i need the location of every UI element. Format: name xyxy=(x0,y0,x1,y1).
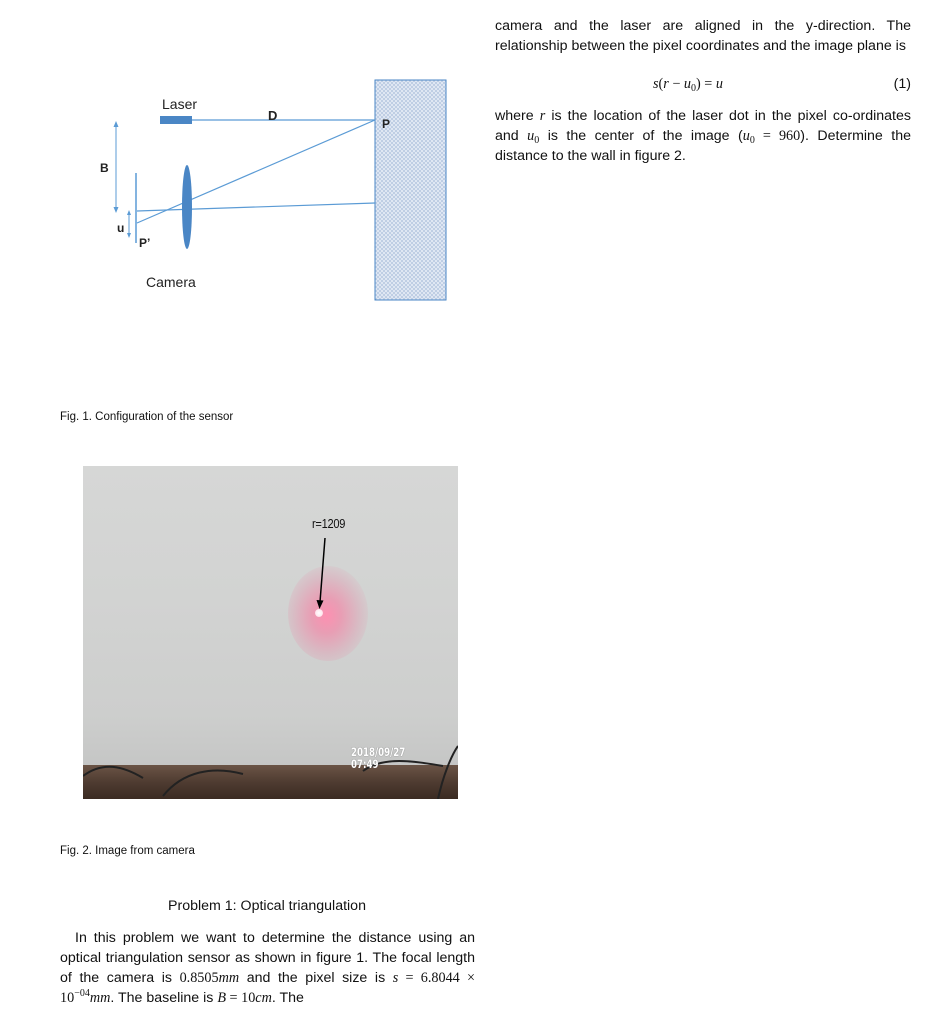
label-camera: Camera xyxy=(146,274,196,290)
equation-number: (1) xyxy=(893,76,911,92)
wall xyxy=(375,80,446,300)
problem-title: Problem 1: Optical triangulation xyxy=(168,898,366,914)
annotation-r-value: r=1209 xyxy=(312,516,346,531)
right-column-explanation: where r is the location of the laser dot in the pixel co-ordinates and $u_0$ is the center of the image $(u_0 = 960)$. Determine the distance to the wall in figure 2. xyxy=(495,108,911,164)
photo-timestamp xyxy=(351,746,405,770)
figure-1-caption: Fig. 1. Configuration of the sensor xyxy=(60,411,234,423)
laser-body xyxy=(160,116,192,124)
figure-2-caption: Fig. 2. Image from camera xyxy=(60,845,195,857)
label-B: B xyxy=(100,161,109,175)
label-P: P xyxy=(382,117,391,131)
label-laser: Laser xyxy=(162,96,198,112)
label-p-prime: P’ xyxy=(139,236,151,250)
camera-photo xyxy=(83,466,458,799)
timestamp-date: 2018/09/27 xyxy=(351,745,406,759)
figure-1-diagram xyxy=(60,75,460,315)
equation-body: $s(r - u_0) = u$ xyxy=(653,76,723,94)
label-D: D xyxy=(268,108,278,123)
camera-lens xyxy=(182,165,192,249)
equation-1 xyxy=(495,76,911,98)
right-column-intro: camera and the laser are aligned in the y-direction. The relationship between the pixel coordinates and the image plane is xyxy=(495,18,911,54)
timestamp-time: 07:49 xyxy=(351,757,379,771)
problem-paragraph: In this problem we want to determine the distance using an optical triangulation sensor as shown in figure 1. The focal length of the camera is 0.8505mm and the pixel size is $s = 6.8044 \times 10^{-04}mm$. The baseline is B = 10cm. The xyxy=(60,930,475,1006)
label-u: u xyxy=(117,221,125,235)
